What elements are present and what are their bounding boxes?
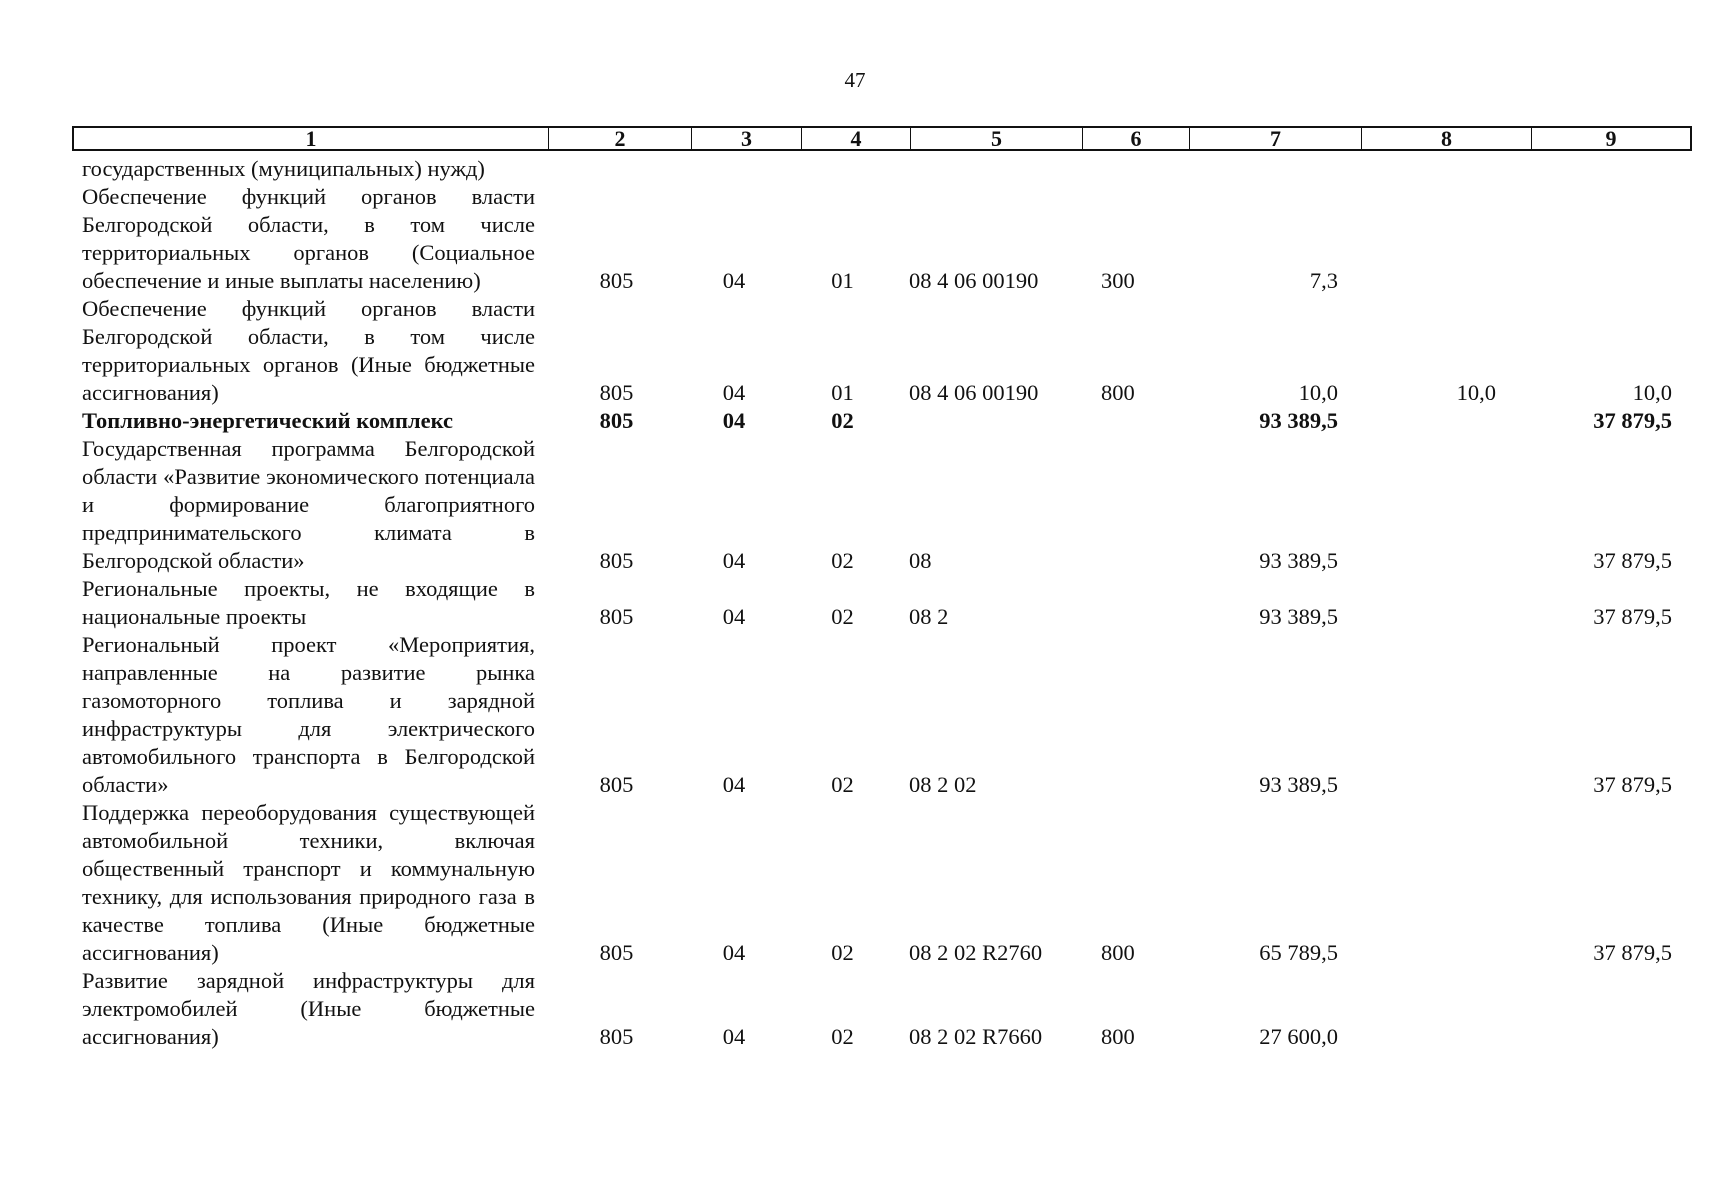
row-amount-2024: 93 389,5 bbox=[1259, 772, 1338, 797]
row-ministry-code: 805 bbox=[599, 380, 634, 405]
row-amount-2026: 37 879,5 bbox=[1593, 408, 1672, 433]
row-amount-2024: 10,0 bbox=[1298, 380, 1338, 405]
row-section: 04 bbox=[722, 1024, 746, 1049]
row-section: 04 bbox=[722, 408, 746, 433]
row-subsection: 01 bbox=[831, 380, 854, 405]
table-row bbox=[72, 295, 1692, 407]
row-subsection: 02 bbox=[831, 940, 854, 965]
row-ministry-code: 805 bbox=[599, 604, 634, 629]
table-row bbox=[72, 407, 1692, 435]
row-amount-2024: 65 789,5 bbox=[1259, 940, 1338, 965]
header-col-6: 6 bbox=[1083, 128, 1190, 149]
row-target-article: 08 2 02 bbox=[909, 772, 977, 797]
row-amount-2026: 37 879,5 bbox=[1593, 548, 1672, 573]
row-target-article: 08 4 06 00190 bbox=[909, 268, 1039, 293]
row-ministry-code: 805 bbox=[599, 268, 634, 293]
row-description: государственных (муниципальных) нужд) bbox=[82, 156, 485, 181]
row-description: Региональный проект «Мероприятия, направленные на развитие рынка газомоторного топлива и зарядной инфраструктуры для электрического автомобильного транспорта в Белгородской области» bbox=[82, 632, 535, 797]
row-amount-2024: 7,3 bbox=[1309, 268, 1338, 293]
row-ministry-code: 805 bbox=[599, 772, 634, 797]
header-col-2: 2 bbox=[549, 128, 692, 149]
row-amount-2024: 93 389,5 bbox=[1259, 548, 1338, 573]
header-col-3: 3 bbox=[692, 128, 802, 149]
row-description: Обеспечение функций органов власти Белгородской области, в том числе территориальных органов (Социальное обеспечение и иные выплаты населению) bbox=[82, 184, 535, 293]
row-ministry-code: 805 bbox=[599, 408, 634, 433]
table-row bbox=[72, 155, 1692, 183]
row-amount-2024: 93 389,5 bbox=[1259, 604, 1338, 629]
row-expense-type: 800 bbox=[1101, 1024, 1135, 1049]
row-section: 04 bbox=[722, 268, 746, 293]
row-target-article: 08 2 02 R2760 bbox=[909, 940, 1043, 965]
header-col-8: 8 bbox=[1362, 128, 1532, 149]
row-amount-2024: 27 600,0 bbox=[1259, 1024, 1338, 1049]
table-body bbox=[72, 155, 1692, 1051]
row-expense-type: 300 bbox=[1101, 268, 1135, 293]
row-target-article: 08 bbox=[909, 548, 932, 573]
row-ministry-code: 805 bbox=[599, 548, 634, 573]
row-section: 04 bbox=[722, 772, 746, 797]
row-subsection: 02 bbox=[831, 772, 854, 797]
row-amount-2026: 37 879,5 bbox=[1593, 772, 1672, 797]
row-description: Государственная программа Белгородской области «Развитие экономического потенциала и формирование благоприятного предпринимательского климата в Белгородской области» bbox=[82, 436, 535, 573]
row-amount-2024: 93 389,5 bbox=[1259, 408, 1338, 433]
table-header bbox=[72, 126, 1692, 151]
row-subsection: 02 bbox=[831, 408, 854, 433]
row-description: Региональные проекты, не входящие в национальные проекты bbox=[82, 576, 535, 629]
table-row bbox=[72, 183, 1692, 295]
row-amount-2025: 10,0 bbox=[1456, 380, 1496, 405]
row-subsection: 02 bbox=[831, 1024, 854, 1049]
row-target-article: 08 4 06 00190 bbox=[909, 380, 1039, 405]
row-section: 04 bbox=[722, 940, 746, 965]
table-row bbox=[72, 631, 1692, 799]
table-row bbox=[72, 967, 1692, 1051]
table-row bbox=[72, 435, 1692, 575]
table-row bbox=[72, 799, 1692, 967]
row-amount-2026: 10,0 bbox=[1632, 380, 1672, 405]
row-amount-2026: 37 879,5 bbox=[1593, 604, 1672, 629]
row-description: Обеспечение функций органов власти Белгородской области, в том числе территориальных органов (Иные бюджетные ассигнования) bbox=[82, 296, 535, 405]
row-expense-type: 800 bbox=[1101, 380, 1135, 405]
header-col-5: 5 bbox=[911, 128, 1083, 149]
row-target-article: 08 2 02 R7660 bbox=[909, 1024, 1043, 1049]
table-row bbox=[72, 575, 1692, 631]
header-col-1: 1 bbox=[74, 128, 549, 149]
page-number: 47 bbox=[844, 68, 866, 92]
row-section: 04 bbox=[722, 380, 746, 405]
header-col-9: 9 bbox=[1605, 126, 1617, 151]
row-ministry-code: 805 bbox=[599, 1024, 634, 1049]
row-ministry-code: 805 bbox=[599, 940, 634, 965]
header-col-4: 4 bbox=[802, 128, 911, 149]
row-expense-type: 800 bbox=[1101, 940, 1135, 965]
row-description: Развитие зарядной инфраструктуры для электромобилей (Иные бюджетные ассигнования) bbox=[82, 968, 535, 1049]
row-subsection: 02 bbox=[831, 604, 854, 629]
row-subsection: 01 bbox=[831, 268, 854, 293]
row-description: Поддержка переоборудования существующей автомобильной техники, включая общественный транспорт и коммунальную технику, для использования природного газа в качестве топлива (Иные бюджетные ассигнования) bbox=[82, 800, 535, 965]
row-section: 04 bbox=[722, 604, 746, 629]
row-section: 04 bbox=[722, 548, 746, 573]
row-target-article: 08 2 bbox=[909, 604, 949, 629]
row-subsection: 02 bbox=[831, 548, 854, 573]
row-description: Топливно-энергетический комплекс bbox=[82, 408, 453, 433]
row-amount-2026: 37 879,5 bbox=[1593, 940, 1672, 965]
header-col-7: 7 bbox=[1190, 128, 1362, 149]
